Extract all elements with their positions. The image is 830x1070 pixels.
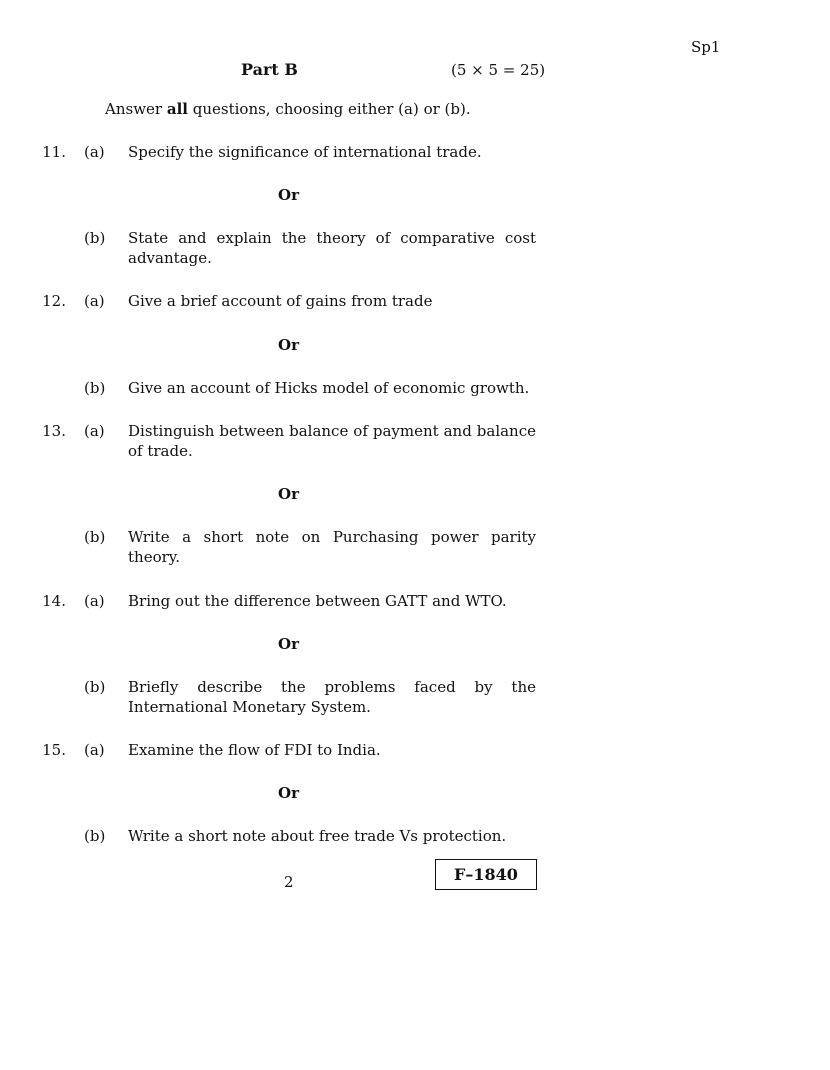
option-label: (a)	[84, 741, 105, 759]
option-label: (b)	[84, 528, 106, 546]
page-number: 2	[284, 873, 294, 891]
or-label: Or	[278, 485, 299, 503]
question-number: 11.	[42, 143, 66, 161]
option-a-text: Specify the significance of international trade.	[128, 143, 482, 161]
option-b-text: Write a short note about free trade Vs protection.	[128, 827, 507, 845]
option-b-text: State and explain the theory of comparative cost advantage.	[128, 229, 536, 267]
option-b-text: Give an account of Hicks model of economic growth.	[128, 379, 530, 397]
question-number: 15.	[42, 741, 66, 759]
option-label: (a)	[84, 292, 105, 310]
question-number: 14.	[42, 592, 66, 610]
instruction-text: questions, choosing either (a) or (b).	[187, 100, 471, 118]
option-b-text: Briefly describe the problems faced by the International Monetary System.	[128, 678, 536, 716]
option-label: (a)	[84, 422, 105, 440]
series-code: Sp1	[691, 38, 721, 56]
or-label: Or	[278, 784, 299, 802]
or-label: Or	[278, 186, 299, 204]
instruction-bold: all	[166, 100, 188, 118]
option-label: (b)	[84, 229, 106, 247]
option-label: (b)	[84, 379, 106, 397]
option-b-text: Write a short note on Purchasing power parity theory.	[128, 528, 536, 566]
option-label: (a)	[84, 143, 105, 161]
section-title: Part B	[241, 60, 298, 79]
or-label: Or	[278, 635, 299, 653]
option-a-text: Distinguish between balance of payment and balance of trade.	[128, 422, 536, 460]
option-label: (b)	[84, 827, 106, 845]
option-label: (a)	[84, 592, 105, 610]
instruction	[105, 99, 471, 119]
paper-code-box: F–1840	[435, 859, 537, 890]
or-label: Or	[278, 336, 299, 354]
marks-allocation: (5 × 5 = 25)	[451, 61, 546, 79]
option-label: (b)	[84, 678, 106, 696]
option-a-text: Examine the flow of FDI to India.	[128, 741, 381, 759]
instruction-text: Answer	[105, 100, 167, 118]
option-a-text: Bring out the difference between GATT and WTO.	[128, 592, 507, 610]
question-number: 12.	[42, 292, 66, 310]
option-a-text: Give a brief account of gains from trade	[128, 292, 433, 310]
question-number: 13.	[42, 422, 66, 440]
